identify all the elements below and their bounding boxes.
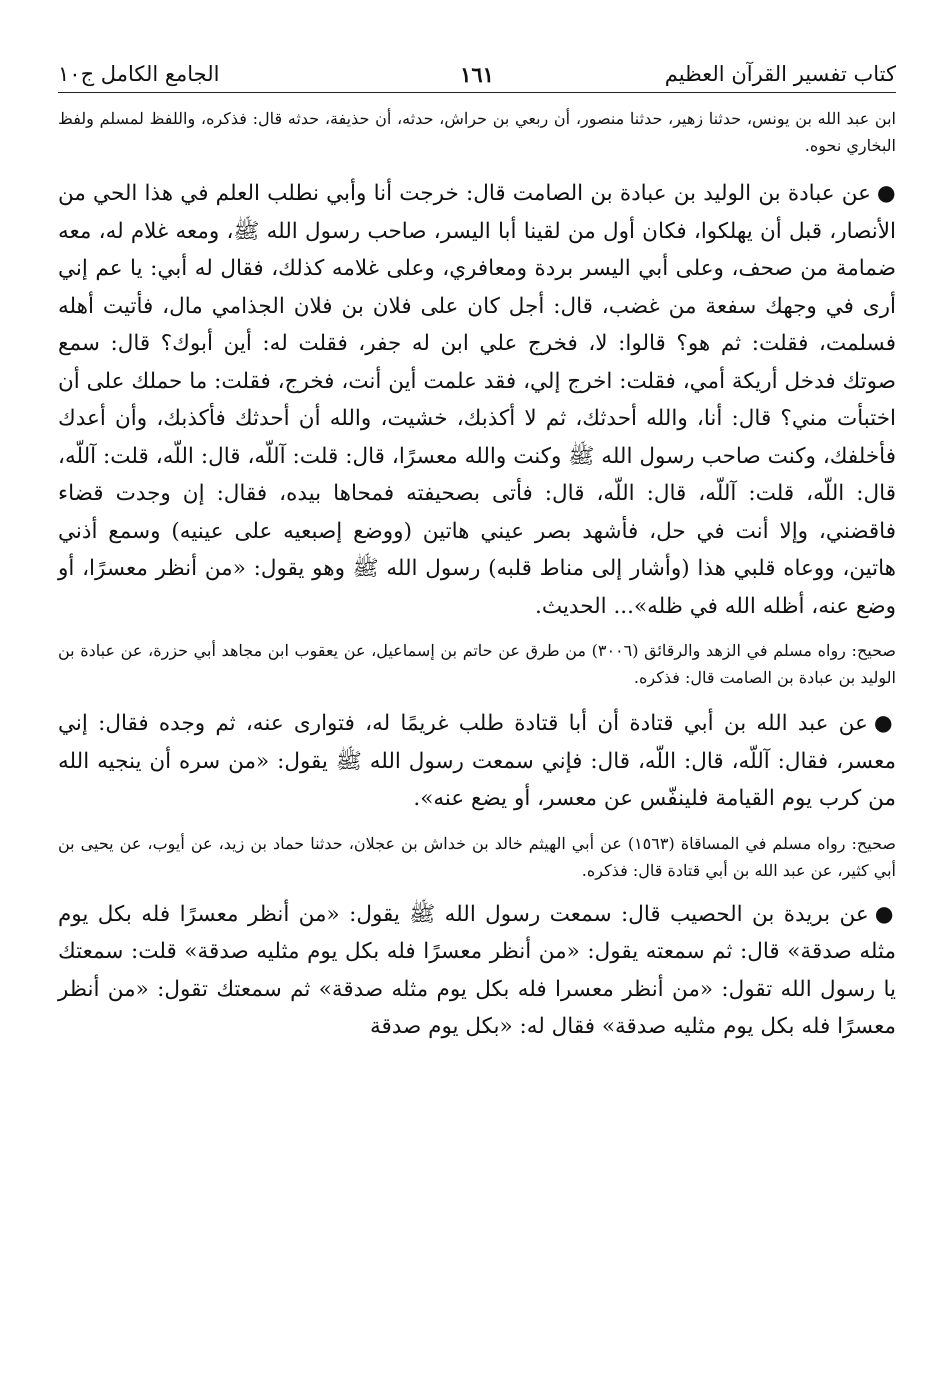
hadith-paragraph-2 <box>58 705 896 818</box>
page-header <box>58 56 896 93</box>
running-head-title: كتاب تفسير القرآن العظيم <box>664 62 896 86</box>
bullet-icon: ● <box>876 181 896 206</box>
running-head-volume: الجامع الكامل ج١٠ <box>58 62 220 86</box>
book-page <box>58 56 896 1377</box>
bullet-icon: ● <box>874 901 896 927</box>
page-number: ١٦١ <box>460 62 494 87</box>
hadith-paragraph-3 <box>58 896 896 1046</box>
hadith-text-3: عن بريدة بن الحصيب قال: سمعت رسول الله ﷺ يقول: «من أنظر معسرًا فله بكل يوم مثله صدقة» قال: ثم سمعته يقول: «من أنظر معسرًا فله بكل يوم مثليه صدقة» قلت: سمعتك يا رسول الله تقول: «من أنظر معسرا فله بكل يوم مثله صدقة» ثم سمعتك تقول: «من أنظر معسرًا فله بكل يوم مثليه صدقة» فقال له: «بكل يوم صدقة <box>58 901 896 1039</box>
footnote-takhrij-2: صحيح: رواه مسلم في الزهد والرقائق (٣٠٠٦) من طرق عن حاتم بن إسماعيل، عن يعقوب ابن مجاهد أبي حزرة، عن عبادة بن الوليد بن عبادة بن الصامت قال: فذكره. <box>58 641 897 687</box>
footnote-takhrij-3: صحيح: رواه مسلم في المساقاة (١٥٦٣) عن أبي الهيثم خالد بن خداش بن عجلان، حدثنا حماد بن زيد، عن أيوب، عن يحيى بن أبي كثير، عن عبد الله بن أبي قتادة قال: فذكره. <box>58 833 897 880</box>
hadith-text-1: عن عبادة بن الوليد بن عبادة بن الصامت قال: خرجت أنا وأبي نطلب العلم في هذا الحي من الأنصار، قبل أن يهلكوا، فكان أول من لقينا أبا اليسر، صاحب رسول الله ﷺ، ومعه غلام له، معه ضمامة من صحف، وعلى أبي اليسر بردة ومعافري، وعلى غلامه كذلك، فقال له أبي: يا عم إني أرى في وجهك سفعة من غضب، قال: أجل كان على فلان بن فلان الجذامي مال، فأتيت أهله فسلمت، فقلت: ثم هو؟ قالوا: لا، فخرج علي ابن له جفر، فقلت له: أين أبوك؟ قال: سمع صوتك فدخل أريكة أمي، فقلت: اخرج إلي، فقد علمت أين أنت، فخرج، فقلت: ما حملك على أن اختبأت مني؟ قال: أنا، والله أحدثك، ثم لا أكذبك، خشيت، والله أن أحدثك فأكذبك، وأن أعدك فأخلفك، وكنت صاحب رسول الله ﷺ وكنت والله معسرًا، قال: قلت: آللّه، قال: اللّه، قلت: آللّه، قال: اللّه، قلت: آللّه، قال: اللّه، قال: فأتى بصحيفته فمحاها بيده، فقال: إن وجدت قضاء فاقضني، وإلا أنت في حل، فأشهد بصر عيني هاتين (ووضع إصبعيه على عينيه) وسمع أذني هاتين، ووعاه قلبي هذا (وأشار إلى مناط قلبه) رسول الله ﷺ وهو يقول: «من أنظر معسرًا، أو وضع عنه، أظله الله في ظله»... الحديث. <box>58 181 896 619</box>
bullet-icon: ● <box>873 711 896 736</box>
footnote-takhrij-1: ابن عبد الله بن يونس، حدثنا زهير، حدثنا منصور، أن ربعي بن حراش، حدثه، أن حذيفة، حدثه قال: فذكره، واللفظ لمسلم ولفظ البخاري نحوه. <box>58 109 897 155</box>
hadith-paragraph-1 <box>58 175 896 625</box>
hadith-text-2: عن عبد الله بن أبي قتادة أن أبا قتادة طلب غريمًا له، فتوارى عنه، ثم وجده فقال: إني معسر، فقال: آللّه، قال: اللّه، قال: فإني سمعت رسول الله ﷺ يقول: «من سره أن ينجيه الله من كرب يوم القيامة فلينفّس عن معسر، أو يضع عنه». <box>58 711 896 811</box>
